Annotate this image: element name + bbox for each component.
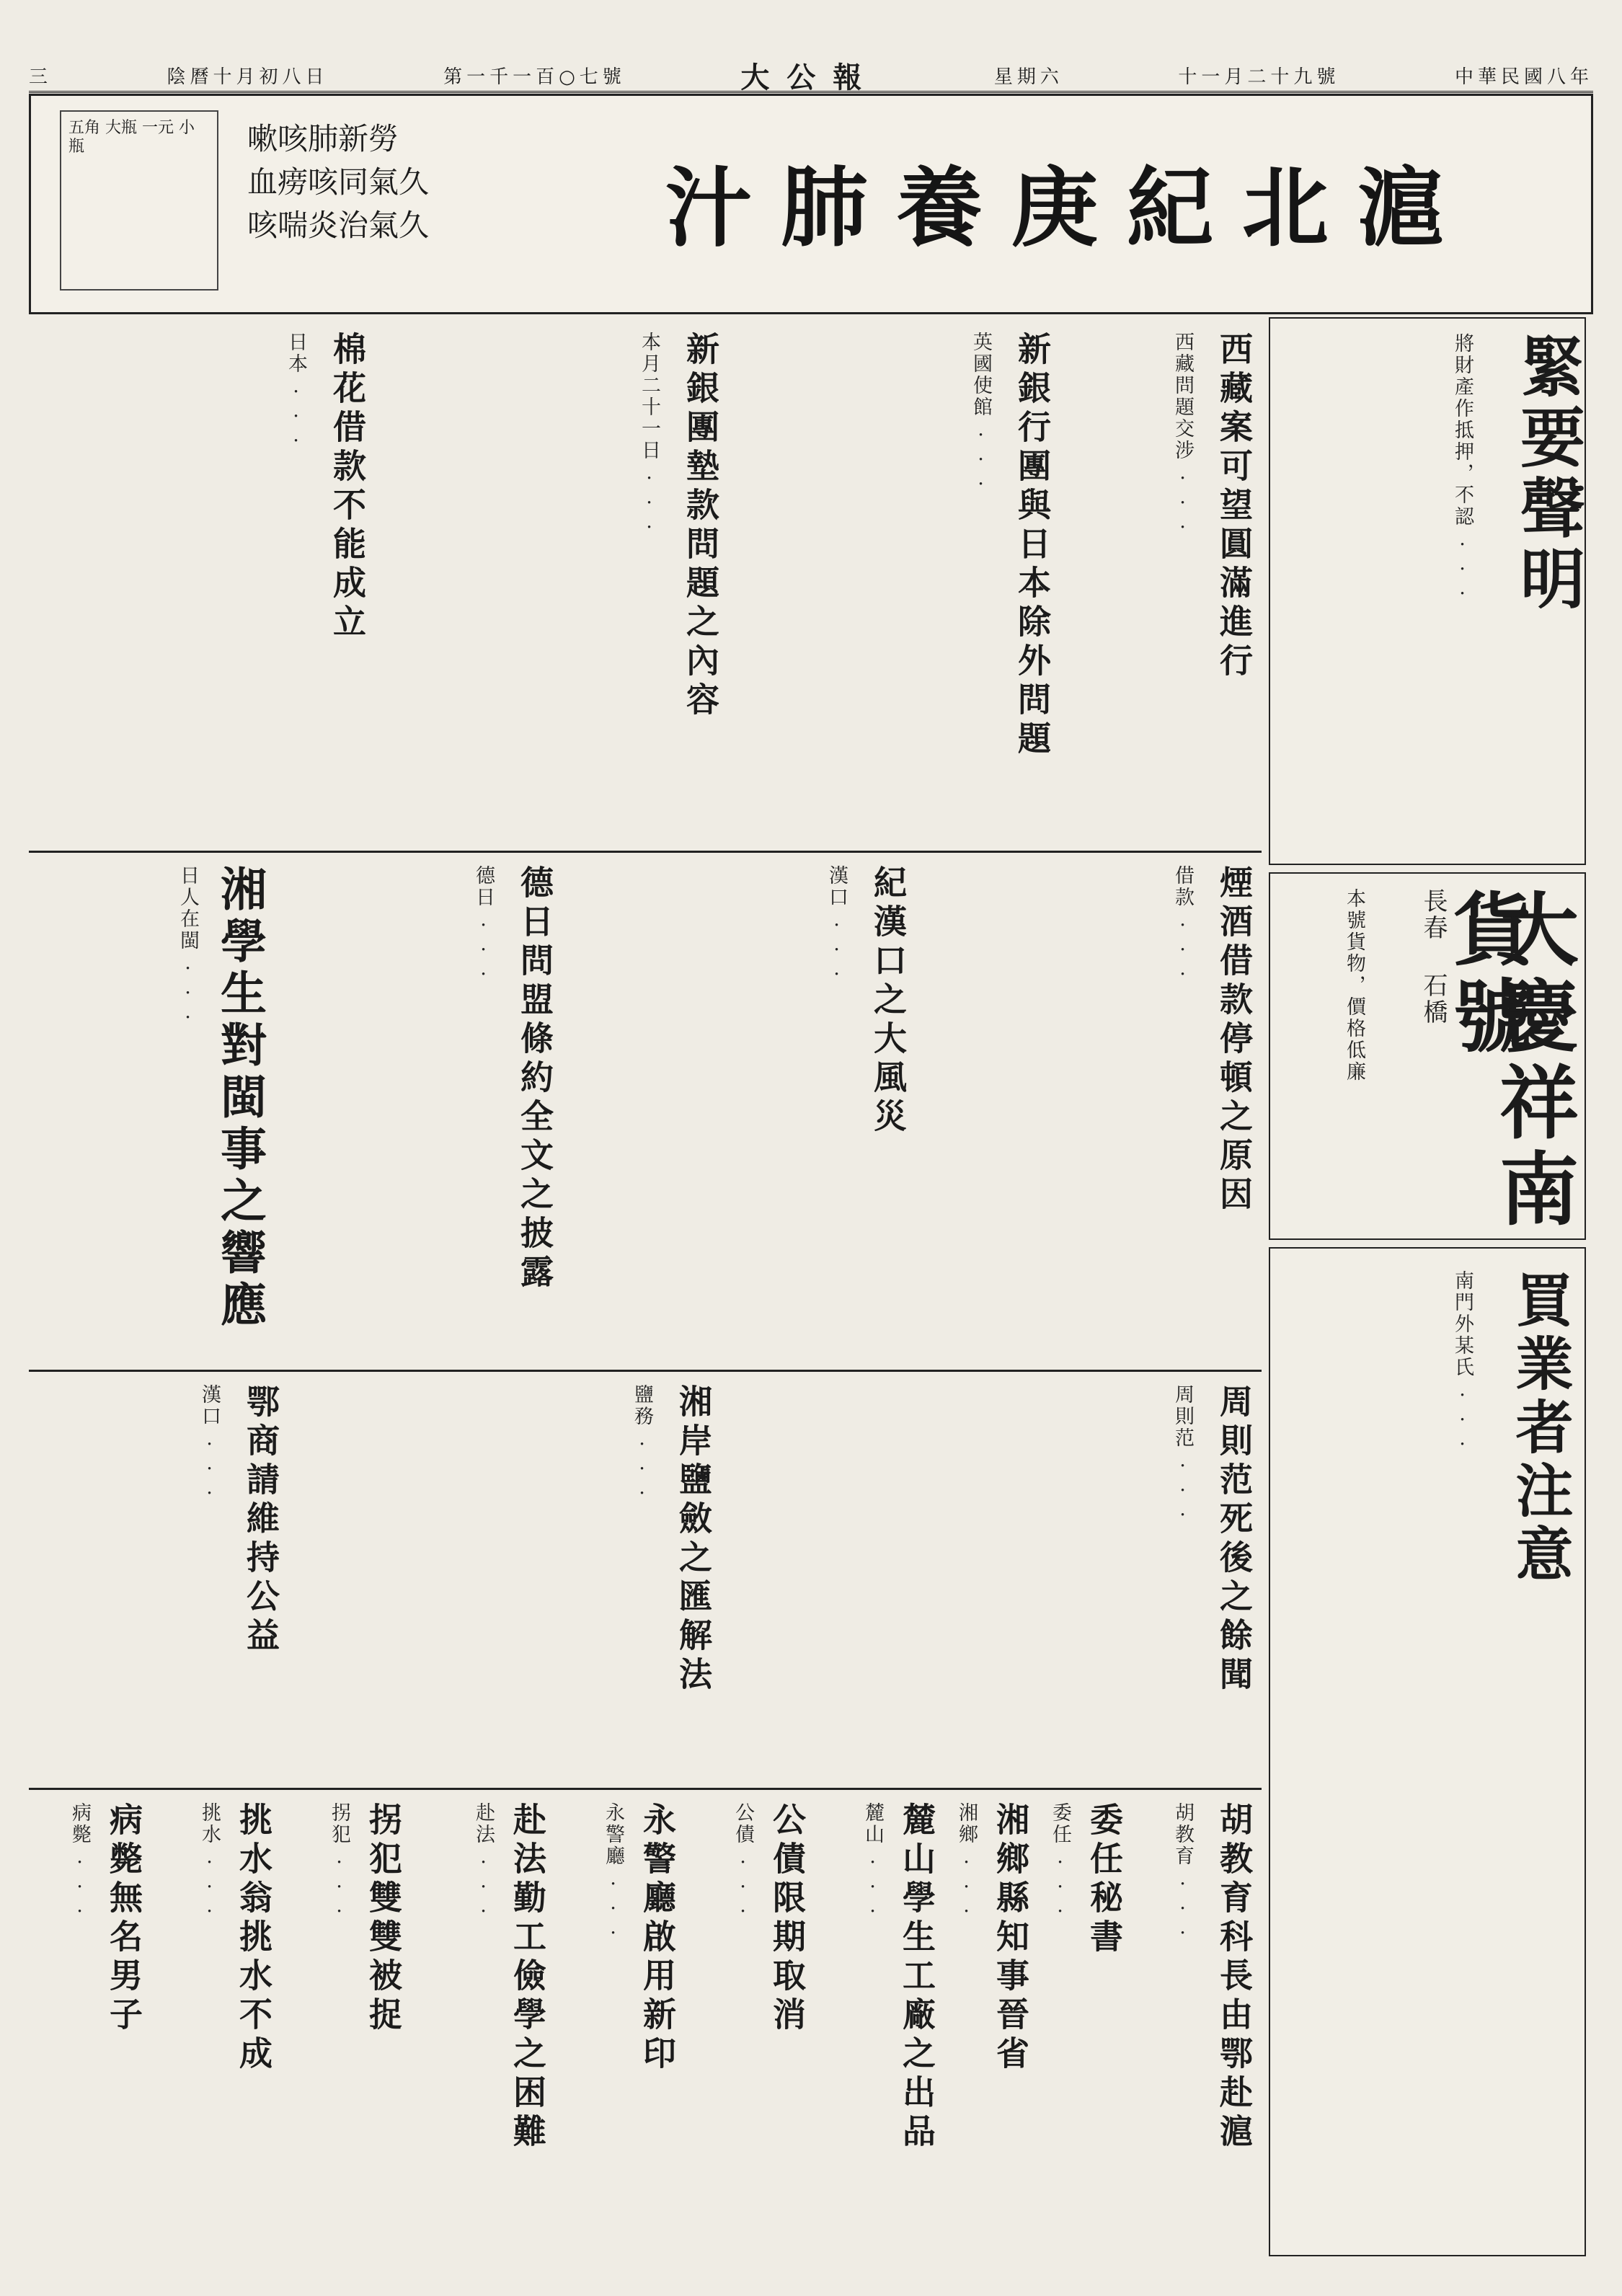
headline-a2: 新銀行團與日本除外問題 <box>1013 332 1052 760</box>
notice-title: 緊要聲明 <box>1509 333 1585 616</box>
headline-a13: 永警廳啟用新印 <box>638 1802 677 2075</box>
top-advert-banner <box>29 94 1593 314</box>
notice-right <box>1269 317 1586 865</box>
ad-daqing <box>1269 872 1586 1240</box>
body-a2: 英國使館... <box>970 332 992 492</box>
headline-a19: 拐犯雙雙被捉 <box>364 1802 403 2036</box>
body-a15: 麓山... <box>861 1802 884 1919</box>
body-a18: 胡教育... <box>1171 1802 1194 1941</box>
lunar-date: 陰曆十月初八日 <box>167 66 329 88</box>
body-a20: 挑水... <box>198 1802 221 1919</box>
headline-a15: 麓山學生工廠之出品 <box>898 1802 936 2153</box>
headline-a17: 委任秘書 <box>1085 1802 1124 1958</box>
ad-daqing-side: 本號貨物，價格低廉 <box>1343 888 1365 1083</box>
masthead: 大公報 <box>740 60 879 94</box>
solar-date: 十一月二十九號 <box>1178 66 1340 88</box>
page-header <box>29 59 1593 93</box>
headline-a10: 湘岸鹽斂之匯解法 <box>674 1384 713 1696</box>
headline-a3: 新銀團墊款問題之內容 <box>681 332 720 721</box>
body-a5: 借款... <box>1171 865 1194 982</box>
body-a19: 拐犯... <box>328 1802 350 1919</box>
headline-a7: 德日問盟條約全文之披露 <box>515 865 554 1293</box>
headline-a1: 西藏案可望圓滿進行 <box>1215 332 1254 682</box>
body-a12: 赴法... <box>472 1802 495 1919</box>
headline-a12: 赴法勤工儉學之困難 <box>508 1802 547 2153</box>
body-a6: 漢口... <box>825 865 848 982</box>
banner-product-name: 汁肺養庚紀北滬 <box>665 157 1473 259</box>
body-a10: 鹽務... <box>631 1384 653 1501</box>
body-a1: 西藏問題交涉... <box>1171 332 1194 535</box>
ad-daqing-name: 大慶祥南貨號 <box>1440 888 1579 1234</box>
body-a11: 漢口... <box>198 1384 221 1501</box>
ad-buyer <box>1269 1247 1586 2256</box>
issue-number: 第一千一百○七號 <box>443 66 626 88</box>
page-number: 三 <box>29 66 53 88</box>
headline-a16: 湘鄉縣知事晉省 <box>991 1802 1030 2075</box>
headline-a11: 鄂商請維持公益 <box>241 1384 280 1657</box>
banner-subtext: 嗽咳肺新勞 血痨咳同氣久 咳喘炎治氣久 <box>247 121 430 243</box>
headline-a4: 棉花借款不能成立 <box>328 332 367 643</box>
price-stamp: 五角 大瓶 一元 小瓶 <box>60 110 218 291</box>
headline-a20: 挑水翁挑水不成 <box>234 1802 273 2075</box>
body-a16: 湘鄉... <box>955 1802 978 1919</box>
ad-buyer-title: 買業者注意 <box>1506 1270 1574 1587</box>
ad-buyer-text: 南門外某氏... <box>1451 1270 1473 1452</box>
body-a8: 日人在閩... <box>177 865 199 1025</box>
body-a3: 本月二十一日... <box>638 332 660 535</box>
weekday: 星期六 <box>993 66 1063 88</box>
body-a7: 德日... <box>472 865 495 982</box>
headline-a21: 病斃無名男子 <box>105 1802 143 2036</box>
body-a13: 永警廳... <box>602 1802 624 1941</box>
headline-a8: 湘學生對閩事之響應 <box>213 865 267 1332</box>
year: 中華民國八年 <box>1454 66 1593 88</box>
headline-a6: 紀漢口之大風災 <box>869 865 908 1138</box>
body-a4: 日本... <box>285 332 307 448</box>
headline-a18: 胡教育科長由鄂赴滬 <box>1215 1802 1254 2153</box>
body-a21: 病斃... <box>68 1802 91 1919</box>
notice-text: 將財產作抵押，不認... <box>1451 333 1473 601</box>
body-a9: 周則范... <box>1171 1384 1194 1522</box>
body-a14: 公債... <box>732 1802 754 1919</box>
section-rule-1 <box>29 851 1262 853</box>
section-rule-2 <box>29 1370 1262 1372</box>
headline-a5: 煙酒借款停頓之原因 <box>1215 865 1254 1215</box>
ad-daqing-address: 長春 石橋 <box>1419 888 1448 1026</box>
headline-a9: 周則范死後之餘聞 <box>1215 1384 1254 1696</box>
headline-a14: 公債限期取消 <box>768 1802 807 2036</box>
section-rule-3 <box>29 1788 1262 1790</box>
body-a17: 委任... <box>1049 1802 1071 1919</box>
